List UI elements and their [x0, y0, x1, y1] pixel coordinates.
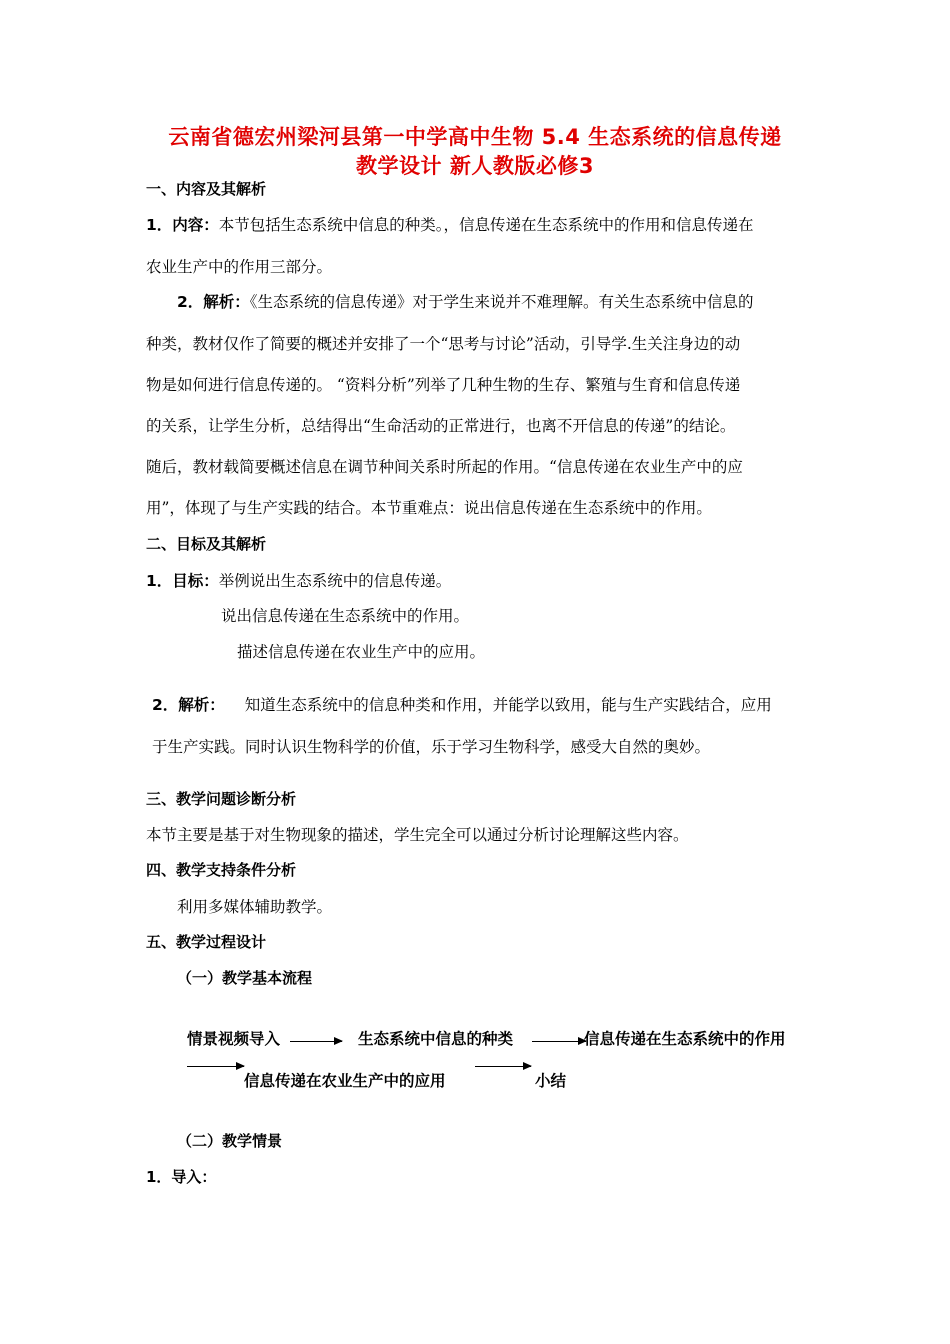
- section1-analysis-paragraph: [177, 290, 754, 312]
- section3-text: 本节主要是基于对生物现象的描述，学生完全可以通过分析讨论理解这些内容。: [146, 826, 689, 844]
- content-line1: 本节包括生态系统中信息的种类。，信息传递在生态系统中的作用和信息传递在: [218, 216, 754, 234]
- flow-step-video-intro: 情景视频导入: [187, 1030, 281, 1048]
- scenario-subheading: （二）教学情景: [177, 1132, 283, 1150]
- goal-line3: 描述信息传递在农业生产中的应用。: [237, 643, 486, 661]
- goal-analysis-label: 2．解析：: [152, 696, 225, 714]
- flow-step-info-role: 信息传递在生态系统中的作用: [584, 1030, 786, 1048]
- intro-label: 1．导入：: [146, 1168, 217, 1186]
- analysis-line2: 种类，教材仅作了简要的概述并安排了一个“思考与讨论”活动，引导学.生关注身边的动: [146, 335, 741, 353]
- section2-analysis-paragraph: [152, 693, 772, 715]
- analysis-label: 2．解析：: [177, 293, 250, 311]
- flow-arrow-2: [532, 1041, 586, 1042]
- section3-heading: 三、教学问题诊断分析: [146, 790, 297, 808]
- analysis-line1: 《生态系统的信息传递》对于学生来说并不难理解。有关生态系统中信息的: [249, 293, 754, 311]
- flow-arrow-3: [187, 1066, 244, 1067]
- section4-heading: 四、教学支持条件分析: [146, 861, 297, 879]
- goal-label: 1．目标：: [146, 572, 219, 590]
- analysis-line5: 随后，教材载简要概述信息在调节种间关系时所起的作用。“信息传递在农业生产中的应: [146, 458, 743, 476]
- content-line2: 农业生产中的作用三部分。: [146, 258, 333, 276]
- analysis-line4: 的关系，让学生分析，总结得出“生命活动的正常进行，也离不开信息的传递”的结论。: [146, 417, 736, 435]
- flow-step-info-types: 生态系统中信息的种类: [358, 1030, 514, 1048]
- section1-heading: 一、内容及其解析: [146, 180, 267, 198]
- goal-analysis-line1: 知道生态系统中的信息种类和作用，并能学以致用，能与生产实践结合，应用: [244, 696, 772, 714]
- analysis-line6: 用”，体现了与生产实践的结合。本节重难点：说出信息传递在生态系统中的作用。: [146, 499, 712, 517]
- section2-heading: 二、目标及其解析: [146, 535, 267, 553]
- flow-arrow-4: [475, 1066, 531, 1067]
- section1-content-paragraph: [146, 213, 754, 235]
- flow-step-agriculture: 信息传递在农业生产中的应用: [244, 1072, 446, 1090]
- flow-subheading: （一）教学基本流程: [177, 969, 313, 987]
- section4-text: 利用多媒体辅助教学。: [177, 898, 333, 916]
- goal-line2: 说出信息传递在生态系统中的作用。: [221, 607, 470, 625]
- document-title-line1: 云南省德宏州梁河县第一中学高中生物 5.4 生态系统的信息传递: [168, 125, 782, 149]
- document-title-line2: 教学设计 新人教版必修3: [356, 154, 594, 178]
- flow-step-summary: 小结: [535, 1072, 567, 1090]
- section5-heading: 五、教学过程设计: [146, 933, 267, 951]
- flow-arrow-1: [290, 1041, 342, 1042]
- section2-goal-paragraph: [146, 569, 451, 591]
- content-label: 1．内容：: [146, 216, 219, 234]
- goal-analysis-line2: 于生产实践。同时认识生物科学的价值，乐于学习生物科学，感受大自然的奥妙。: [152, 738, 711, 756]
- goal-line1: 举例说出生态系统中的信息传递。: [218, 572, 452, 590]
- analysis-line3: 物是如何进行信息传递的。 “资料分析”列举了几种生物的生存、繁殖与生育和信息传递: [146, 376, 741, 394]
